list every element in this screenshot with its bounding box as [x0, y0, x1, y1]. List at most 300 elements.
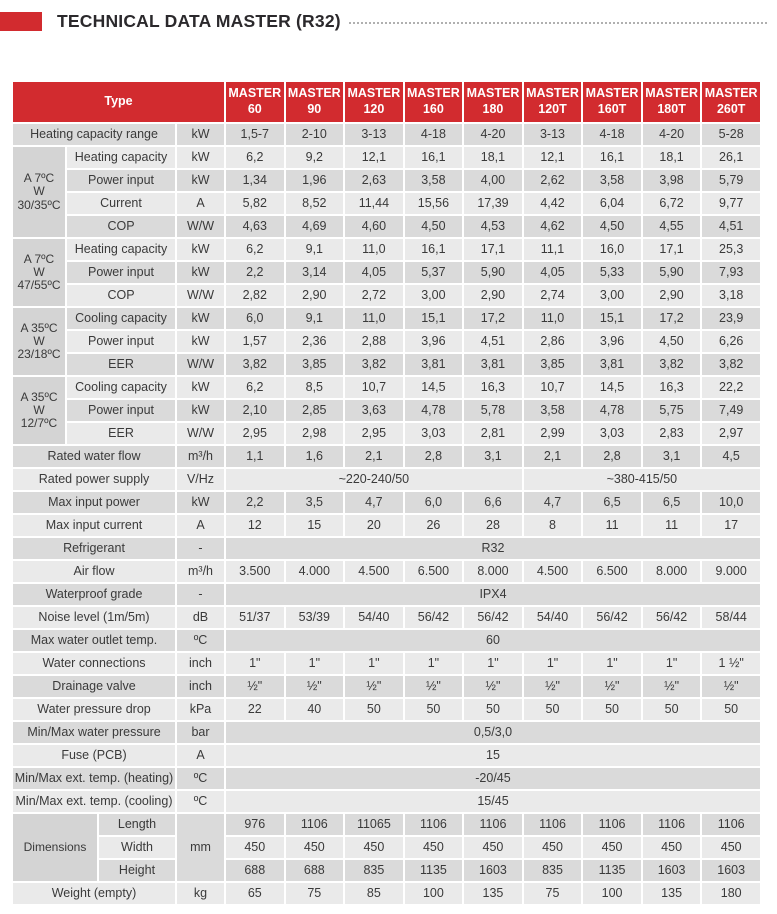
value-cell: 51/37 — [226, 607, 284, 628]
value-cell: 22 — [226, 699, 284, 720]
value-cell: 6,6 — [464, 492, 522, 513]
row-label-cell: Power input — [67, 170, 175, 191]
value-cell: 6.500 — [583, 561, 641, 582]
value-cell: 56/42 — [583, 607, 641, 628]
value-cell: 1" — [643, 653, 701, 674]
unit-cell: kW — [177, 124, 224, 145]
value-cell: 2,95 — [226, 423, 284, 444]
span-value-cell: ~380-415/50 — [524, 469, 760, 490]
table-row — [13, 860, 760, 881]
value-cell: 75 — [524, 883, 582, 904]
row-label-cell: Power input — [67, 400, 175, 421]
value-cell: 1,1 — [226, 446, 284, 467]
value-cell: 3,82 — [643, 354, 701, 375]
value-cell: 450 — [643, 837, 701, 858]
table-row — [13, 745, 760, 766]
value-cell: 2,98 — [286, 423, 344, 444]
value-cell: 6,2 — [226, 239, 284, 260]
value-cell: 3,81 — [464, 354, 522, 375]
value-cell: 17,39 — [464, 193, 522, 214]
unit-cell: mm — [177, 814, 224, 881]
value-cell: 6,2 — [226, 377, 284, 398]
value-cell: 15,1 — [405, 308, 463, 329]
unit-cell: m³/h — [177, 561, 224, 582]
value-cell: 4,78 — [583, 400, 641, 421]
value-cell: 9,1 — [286, 308, 344, 329]
value-cell: 4,55 — [643, 216, 701, 237]
value-cell: 1106 — [464, 814, 522, 835]
value-cell: 1 ½" — [702, 653, 760, 674]
value-cell: ½" — [524, 676, 582, 697]
value-cell: 23,9 — [702, 308, 760, 329]
table-row — [13, 515, 760, 536]
value-cell: 6,0 — [405, 492, 463, 513]
row-label-cell: Water connections — [13, 653, 175, 674]
value-cell: 56/42 — [405, 607, 463, 628]
value-cell: 9,1 — [286, 239, 344, 260]
value-cell: 12,1 — [524, 147, 582, 168]
model-header-cell: MASTER 120 — [345, 82, 403, 122]
value-cell: ½" — [345, 676, 403, 697]
table-header — [13, 82, 760, 122]
unit-cell: A — [177, 515, 224, 536]
value-cell: 1603 — [643, 860, 701, 881]
table-row — [13, 331, 760, 352]
value-cell: 3,96 — [405, 331, 463, 352]
value-cell: 4,60 — [345, 216, 403, 237]
value-cell: 4,53 — [464, 216, 522, 237]
table-row — [13, 446, 760, 467]
model-header-cell: MASTER 160 — [405, 82, 463, 122]
table-row — [13, 699, 760, 720]
model-header-cell: MASTER 120T — [524, 82, 582, 122]
value-cell: 2,62 — [524, 170, 582, 191]
table-body — [13, 124, 760, 904]
value-cell: 1" — [226, 653, 284, 674]
value-cell: 1,6 — [286, 446, 344, 467]
row-label-cell: Max water outlet temp. — [13, 630, 175, 651]
value-cell: 9.000 — [702, 561, 760, 582]
value-cell: 4,05 — [345, 262, 403, 283]
value-cell: 3-13 — [345, 124, 403, 145]
value-cell: 8 — [524, 515, 582, 536]
dotted-rule — [349, 22, 767, 24]
type-header-cell: Type — [13, 82, 224, 122]
value-cell: 7,49 — [702, 400, 760, 421]
value-cell: 1" — [405, 653, 463, 674]
unit-cell: W/W — [177, 354, 224, 375]
value-cell: 11,0 — [345, 239, 403, 260]
value-cell: 2,2 — [226, 262, 284, 283]
unit-cell: kg — [177, 883, 224, 904]
value-cell: 16,3 — [643, 377, 701, 398]
value-cell: 450 — [583, 837, 641, 858]
value-cell: 1" — [286, 653, 344, 674]
value-cell: 16,0 — [583, 239, 641, 260]
value-cell: 17 — [702, 515, 760, 536]
value-cell: 3,81 — [583, 354, 641, 375]
value-cell: 10,7 — [345, 377, 403, 398]
value-cell: 3,5 — [286, 492, 344, 513]
value-cell: 4,50 — [643, 331, 701, 352]
value-cell: 5,78 — [464, 400, 522, 421]
model-header-cell: MASTER 180T — [643, 82, 701, 122]
page-title: TECHNICAL DATA MASTER (R32) — [57, 10, 341, 31]
value-cell: 7,93 — [702, 262, 760, 283]
value-cell: 11065 — [345, 814, 403, 835]
value-cell: 2,63 — [345, 170, 403, 191]
value-cell: 3,58 — [583, 170, 641, 191]
table-row — [13, 630, 760, 651]
row-label-cell: Weight (empty) — [13, 883, 175, 904]
value-cell: 16,1 — [405, 239, 463, 260]
model-header-cell: MASTER 180 — [464, 82, 522, 122]
value-cell: 4,00 — [464, 170, 522, 191]
table-row — [13, 883, 760, 904]
span-value-cell: IPX4 — [226, 584, 760, 605]
value-cell: 50 — [643, 699, 701, 720]
row-label-cell: Heating capacity range — [13, 124, 175, 145]
value-cell: 1" — [464, 653, 522, 674]
value-cell: 3,03 — [405, 423, 463, 444]
value-cell: 3,14 — [286, 262, 344, 283]
value-cell: 100 — [583, 883, 641, 904]
span-value-cell: 60 — [226, 630, 760, 651]
table-row — [13, 584, 760, 605]
value-cell: ½" — [583, 676, 641, 697]
value-cell: 2,90 — [464, 285, 522, 306]
value-cell: 450 — [345, 837, 403, 858]
unit-cell: kW — [177, 147, 224, 168]
unit-cell: kW — [177, 400, 224, 421]
value-cell: 6,0 — [226, 308, 284, 329]
span-value-cell: ~220-240/50 — [226, 469, 522, 490]
value-cell: 4,50 — [583, 216, 641, 237]
value-cell: 4,62 — [524, 216, 582, 237]
span-value-cell: 15/45 — [226, 791, 760, 812]
row-label-cell: Power input — [67, 331, 175, 352]
row-label-cell: Refrigerant — [13, 538, 175, 559]
value-cell: 2,8 — [583, 446, 641, 467]
row-label-cell: Max input current — [13, 515, 175, 536]
table-row — [13, 653, 760, 674]
value-cell: 5,37 — [405, 262, 463, 283]
value-cell: 56/42 — [643, 607, 701, 628]
table-row — [13, 285, 760, 306]
value-cell: 450 — [464, 837, 522, 858]
value-cell: 1,57 — [226, 331, 284, 352]
value-cell: 56/42 — [464, 607, 522, 628]
value-cell: 6,2 — [226, 147, 284, 168]
value-cell: 6,72 — [643, 193, 701, 214]
value-cell: 2-10 — [286, 124, 344, 145]
value-cell: 1106 — [524, 814, 582, 835]
value-cell: 4,63 — [226, 216, 284, 237]
group-cell: A 7ºC W 47/55ºC — [13, 239, 65, 306]
value-cell: 11,44 — [345, 193, 403, 214]
table-row — [13, 193, 760, 214]
value-cell: 135 — [643, 883, 701, 904]
value-cell: 1,34 — [226, 170, 284, 191]
value-cell: ½" — [464, 676, 522, 697]
table-row — [13, 354, 760, 375]
row-label-cell: Width — [99, 837, 175, 858]
value-cell: 5,33 — [583, 262, 641, 283]
value-cell: 450 — [405, 837, 463, 858]
value-cell: 4-20 — [643, 124, 701, 145]
value-cell: 3,63 — [345, 400, 403, 421]
red-accent-block — [0, 12, 42, 31]
unit-cell: kW — [177, 239, 224, 260]
row-label-cell: EER — [67, 423, 175, 444]
row-label-cell: Power input — [67, 262, 175, 283]
value-cell: ½" — [405, 676, 463, 697]
model-header-cell: MASTER 90 — [286, 82, 344, 122]
group-cell: A 35ºC W 12/7ºC — [13, 377, 65, 444]
row-label-cell: Length — [99, 814, 175, 835]
group-cell: A 7ºC W 30/35ºC — [13, 147, 65, 237]
value-cell: ½" — [286, 676, 344, 697]
value-cell: 3,96 — [583, 331, 641, 352]
value-cell: 8.000 — [464, 561, 522, 582]
row-label-cell: EER — [67, 354, 175, 375]
value-cell: 1" — [345, 653, 403, 674]
span-value-cell: 15 — [226, 745, 760, 766]
page-header — [0, 8, 777, 34]
value-cell: 2,83 — [643, 423, 701, 444]
value-cell: 50 — [464, 699, 522, 720]
value-cell: 4,51 — [702, 216, 760, 237]
value-cell: 14,5 — [405, 377, 463, 398]
unit-cell: ºC — [177, 768, 224, 789]
value-cell: 5,79 — [702, 170, 760, 191]
value-cell: 5-28 — [702, 124, 760, 145]
value-cell: 3,82 — [226, 354, 284, 375]
value-cell: 50 — [583, 699, 641, 720]
value-cell: 2,88 — [345, 331, 403, 352]
row-label-cell: Heating capacity — [67, 239, 175, 260]
value-cell: 5,90 — [464, 262, 522, 283]
unit-cell: inch — [177, 676, 224, 697]
value-cell: 11 — [583, 515, 641, 536]
table-row — [13, 308, 760, 329]
header-row — [13, 82, 760, 122]
value-cell: 2,1 — [345, 446, 403, 467]
value-cell: 3-13 — [524, 124, 582, 145]
value-cell: 1,5-7 — [226, 124, 284, 145]
value-cell: 4-18 — [405, 124, 463, 145]
value-cell: 18,1 — [643, 147, 701, 168]
span-value-cell: -20/45 — [226, 768, 760, 789]
value-cell: 1" — [583, 653, 641, 674]
table-row — [13, 377, 760, 398]
value-cell: 2,72 — [345, 285, 403, 306]
value-cell: 12,1 — [345, 147, 403, 168]
table-row — [13, 837, 760, 858]
row-label-cell: Drainage valve — [13, 676, 175, 697]
value-cell: 11,0 — [345, 308, 403, 329]
value-cell: 26 — [405, 515, 463, 536]
table-row — [13, 814, 760, 835]
value-cell: 2,36 — [286, 331, 344, 352]
unit-cell: m³/h — [177, 446, 224, 467]
unit-cell: V/Hz — [177, 469, 224, 490]
unit-cell: kW — [177, 377, 224, 398]
value-cell: 3,18 — [702, 285, 760, 306]
value-cell: 54/40 — [524, 607, 582, 628]
value-cell: 20 — [345, 515, 403, 536]
value-cell: 1" — [524, 653, 582, 674]
value-cell: 50 — [702, 699, 760, 720]
table-row — [13, 676, 760, 697]
value-cell: 3,00 — [405, 285, 463, 306]
unit-cell: A — [177, 745, 224, 766]
span-value-cell: 0,5/3,0 — [226, 722, 760, 743]
value-cell: 1106 — [286, 814, 344, 835]
unit-cell: W/W — [177, 216, 224, 237]
value-cell: 3,00 — [583, 285, 641, 306]
value-cell: 50 — [345, 699, 403, 720]
value-cell: 4,69 — [286, 216, 344, 237]
row-label-cell: Rated power supply — [13, 469, 175, 490]
unit-cell: W/W — [177, 285, 224, 306]
value-cell: 2,85 — [286, 400, 344, 421]
value-cell: 4,7 — [524, 492, 582, 513]
value-cell: 16,3 — [464, 377, 522, 398]
model-header-cell: MASTER 260T — [702, 82, 760, 122]
row-label-cell: COP — [67, 216, 175, 237]
value-cell: 4,42 — [524, 193, 582, 214]
technical-data-table — [11, 80, 762, 906]
value-cell: 4.000 — [286, 561, 344, 582]
row-label-cell: Min/Max ext. temp. (heating) — [13, 768, 175, 789]
unit-cell: - — [177, 538, 224, 559]
value-cell: 2,2 — [226, 492, 284, 513]
value-cell: 18,1 — [464, 147, 522, 168]
unit-cell: dB — [177, 607, 224, 628]
value-cell: 3,82 — [345, 354, 403, 375]
row-label-cell: Water pressure drop — [13, 699, 175, 720]
row-label-cell: Waterproof grade — [13, 584, 175, 605]
value-cell: ½" — [643, 676, 701, 697]
table-row — [13, 239, 760, 260]
value-cell: 135 — [464, 883, 522, 904]
value-cell: 53/39 — [286, 607, 344, 628]
value-cell: 85 — [345, 883, 403, 904]
value-cell: 450 — [226, 837, 284, 858]
value-cell: 5,82 — [226, 193, 284, 214]
value-cell: 58/44 — [702, 607, 760, 628]
value-cell: 2,81 — [464, 423, 522, 444]
unit-cell: kW — [177, 331, 224, 352]
value-cell: 65 — [226, 883, 284, 904]
model-header-cell: MASTER 160T — [583, 82, 641, 122]
value-cell: 2,99 — [524, 423, 582, 444]
value-cell: 17,1 — [643, 239, 701, 260]
value-cell: 100 — [405, 883, 463, 904]
value-cell: 4-18 — [583, 124, 641, 145]
value-cell: 1603 — [464, 860, 522, 881]
span-value-cell: R32 — [226, 538, 760, 559]
row-label-cell: Cooling capacity — [67, 377, 175, 398]
value-cell: 16,1 — [405, 147, 463, 168]
value-cell: 3,58 — [405, 170, 463, 191]
value-cell: 8,52 — [286, 193, 344, 214]
table-row — [13, 469, 760, 490]
table-row — [13, 147, 760, 168]
value-cell: 50 — [405, 699, 463, 720]
value-cell: 40 — [286, 699, 344, 720]
value-cell: ½" — [226, 676, 284, 697]
unit-cell: kW — [177, 492, 224, 513]
value-cell: 2,1 — [524, 446, 582, 467]
value-cell: 3,81 — [405, 354, 463, 375]
row-label-cell: Fuse (PCB) — [13, 745, 175, 766]
value-cell: 75 — [286, 883, 344, 904]
value-cell: 4,05 — [524, 262, 582, 283]
value-cell: 17,2 — [464, 308, 522, 329]
value-cell: 3,98 — [643, 170, 701, 191]
value-cell: 4,78 — [405, 400, 463, 421]
value-cell: 9,2 — [286, 147, 344, 168]
value-cell: ½" — [702, 676, 760, 697]
row-label-cell: Current — [67, 193, 175, 214]
value-cell: 15,1 — [583, 308, 641, 329]
value-cell: 1106 — [405, 814, 463, 835]
value-cell: 12 — [226, 515, 284, 536]
value-cell: 3,82 — [702, 354, 760, 375]
value-cell: 4,50 — [405, 216, 463, 237]
value-cell: 15 — [286, 515, 344, 536]
table-row — [13, 170, 760, 191]
value-cell: 1106 — [643, 814, 701, 835]
value-cell: 14,5 — [583, 377, 641, 398]
row-label-cell: COP — [67, 285, 175, 306]
value-cell: 4.500 — [345, 561, 403, 582]
value-cell: 10,0 — [702, 492, 760, 513]
value-cell: 3,85 — [286, 354, 344, 375]
value-cell: 4,5 — [702, 446, 760, 467]
table-row — [13, 538, 760, 559]
value-cell: 17,1 — [464, 239, 522, 260]
row-label-cell: Cooling capacity — [67, 308, 175, 329]
table-row — [13, 262, 760, 283]
value-cell: 5,90 — [643, 262, 701, 283]
table-row — [13, 423, 760, 444]
value-cell: 2,10 — [226, 400, 284, 421]
value-cell: 9,77 — [702, 193, 760, 214]
value-cell: 2,82 — [226, 285, 284, 306]
unit-cell: ºC — [177, 630, 224, 651]
value-cell: 3,58 — [524, 400, 582, 421]
value-cell: 2,8 — [405, 446, 463, 467]
value-cell: 22,2 — [702, 377, 760, 398]
unit-cell: kW — [177, 308, 224, 329]
value-cell: 3,1 — [464, 446, 522, 467]
value-cell: 1,96 — [286, 170, 344, 191]
value-cell: 450 — [702, 837, 760, 858]
value-cell: 1603 — [702, 860, 760, 881]
row-label-cell: Rated water flow — [13, 446, 175, 467]
value-cell: 180 — [702, 883, 760, 904]
row-label-cell: Heating capacity — [67, 147, 175, 168]
value-cell: 3,85 — [524, 354, 582, 375]
value-cell: 1106 — [702, 814, 760, 835]
value-cell: 6,04 — [583, 193, 641, 214]
unit-cell: - — [177, 584, 224, 605]
value-cell: 10,7 — [524, 377, 582, 398]
value-cell: 8,5 — [286, 377, 344, 398]
